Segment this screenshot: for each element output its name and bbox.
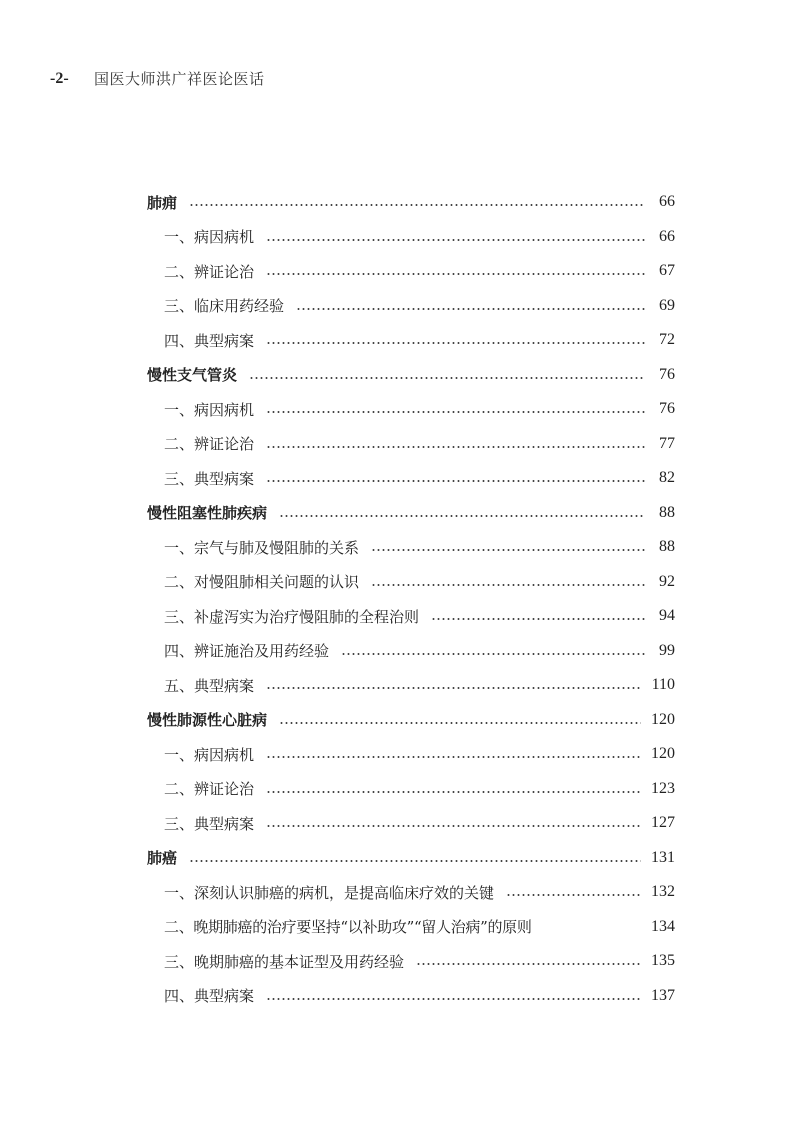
toc-entry-page: 66	[659, 227, 675, 245]
toc-entry-title: 肺痈	[147, 193, 178, 212]
dot-leader	[341, 653, 645, 655]
toc-entry-page: 88	[659, 538, 675, 556]
toc-entry-title: 二、晚期肺癌的治疗要坚持“以补助攻”“留人治病”的原则	[164, 918, 532, 937]
dot-leader	[416, 963, 641, 965]
dot-leader	[266, 480, 645, 482]
toc-entry-section[interactable]	[147, 530, 675, 565]
dot-leader	[266, 791, 641, 793]
dot-leader	[296, 308, 645, 310]
toc-entry-page: 134	[651, 917, 675, 935]
toc-entry-page: 132	[651, 883, 675, 901]
dot-leader	[266, 411, 645, 413]
toc-entry-page: 137	[651, 986, 675, 1004]
dot-leader	[266, 998, 641, 1000]
toc-entry-page: 123	[651, 779, 675, 797]
toc-entry-section[interactable]	[147, 289, 675, 324]
toc-entry-title: 二、辨证论治	[164, 435, 255, 454]
dot-leader	[506, 894, 641, 896]
toc-entry-section[interactable]	[147, 323, 675, 358]
running-header	[50, 68, 265, 89]
dot-leader	[266, 239, 645, 241]
toc-entry-section[interactable]	[147, 737, 675, 772]
toc-entry-title: 五、典型病案	[164, 676, 255, 695]
toc-entry-title: 三、典型病案	[164, 469, 255, 488]
toc-entry-page: 131	[651, 848, 675, 866]
toc-entry-section[interactable]	[147, 254, 675, 289]
toc-entry-title: 一、深刻认识肺癌的病机，是提高临床疗效的关键	[164, 883, 495, 902]
toc-entry-page: 76	[659, 400, 675, 418]
toc-entry-page: 88	[659, 503, 675, 521]
toc-entry-chapter[interactable]	[147, 185, 675, 220]
toc-entry-title: 二、对慢阻肺相关问题的认识	[164, 573, 360, 592]
toc-entry-section[interactable]	[147, 875, 675, 910]
toc-entry-title: 一、病因病机	[164, 400, 255, 419]
toc-entry-section[interactable]	[147, 668, 675, 703]
toc-entry-section[interactable]	[147, 427, 675, 462]
toc-entry-title: 慢性支气管炎	[147, 366, 238, 385]
dot-leader	[431, 618, 645, 620]
dot-leader	[266, 687, 642, 689]
dot-leader	[371, 584, 645, 586]
toc-entry-title: 一、病因病机	[164, 745, 255, 764]
dot-leader	[266, 756, 641, 758]
toc-entry-page: 76	[659, 365, 675, 383]
dot-leader	[266, 273, 645, 275]
toc-entry-title: 四、辨证施治及用药经验	[164, 642, 330, 661]
toc-entry-section[interactable]	[147, 565, 675, 600]
toc-entry-title: 慢性肺源性心脏病	[147, 711, 268, 730]
toc-entry-page: 82	[659, 469, 675, 487]
dot-leader	[279, 515, 645, 517]
dot-leader	[266, 825, 641, 827]
toc-entry-chapter[interactable]	[147, 496, 675, 531]
toc-entry-page: 67	[659, 262, 675, 280]
toc-entry-title: 三、典型病案	[164, 814, 255, 833]
toc-entry-title: 三、临床用药经验	[164, 297, 285, 316]
toc-entry-title: 一、病因病机	[164, 228, 255, 247]
toc-entry-page: 99	[659, 641, 675, 659]
toc-entry-chapter[interactable]	[147, 841, 675, 876]
toc-entry-title: 二、辨证论治	[164, 262, 255, 281]
toc-entry-page: 66	[659, 193, 675, 211]
dot-leader	[249, 377, 645, 379]
toc-entry-title: 二、辨证论治	[164, 780, 255, 799]
toc-entry-section[interactable]	[147, 944, 675, 979]
toc-entry-section[interactable]	[147, 910, 675, 945]
toc-entry-title: 三、补虚泻实为治疗慢阻肺的全程治则	[164, 607, 420, 626]
dot-leader	[371, 549, 645, 551]
book-title: 国医大师洪广祥医论医话	[94, 70, 265, 88]
toc-entry-page: 94	[659, 607, 675, 625]
toc-entry-page: 77	[659, 434, 675, 452]
toc-entry-page: 69	[659, 296, 675, 314]
toc-entry-page: 110	[651, 676, 675, 694]
toc-entry-chapter[interactable]	[147, 703, 675, 738]
toc-entry-section[interactable]	[147, 806, 675, 841]
toc-entry-section[interactable]	[147, 634, 675, 669]
toc-entry-section[interactable]	[147, 461, 675, 496]
toc-entry-title: 慢性阻塞性肺疾病	[147, 504, 268, 523]
toc-entry-page: 135	[651, 952, 675, 970]
toc-entry-title: 一、宗气与肺及慢阻肺的关系	[164, 538, 360, 557]
toc-entry-page: 92	[659, 572, 675, 590]
toc-entry-title: 四、典型病案	[164, 331, 255, 350]
dot-leader	[189, 204, 645, 206]
toc-entry-section[interactable]	[147, 392, 675, 427]
toc-entry-section[interactable]	[147, 979, 675, 1014]
dot-leader	[279, 722, 641, 724]
toc-entry-section[interactable]	[147, 220, 675, 255]
toc-entry-section[interactable]	[147, 772, 675, 807]
toc-entry-page: 127	[651, 814, 675, 832]
table-of-contents	[147, 185, 675, 1013]
toc-entry-page: 120	[651, 710, 675, 728]
toc-entry-title: 四、典型病案	[164, 987, 255, 1006]
dot-leader	[189, 860, 641, 862]
toc-entry-chapter[interactable]	[147, 358, 675, 393]
toc-entry-section[interactable]	[147, 599, 675, 634]
toc-entry-title: 肺癌	[147, 849, 178, 868]
toc-entry-title: 三、晚期肺癌的基本证型及用药经验	[164, 952, 405, 971]
dot-leader	[266, 342, 645, 344]
dot-leader	[266, 446, 645, 448]
toc-entry-page: 72	[659, 331, 675, 349]
page-number: -2-	[50, 69, 69, 87]
toc-entry-page: 120	[651, 745, 675, 763]
